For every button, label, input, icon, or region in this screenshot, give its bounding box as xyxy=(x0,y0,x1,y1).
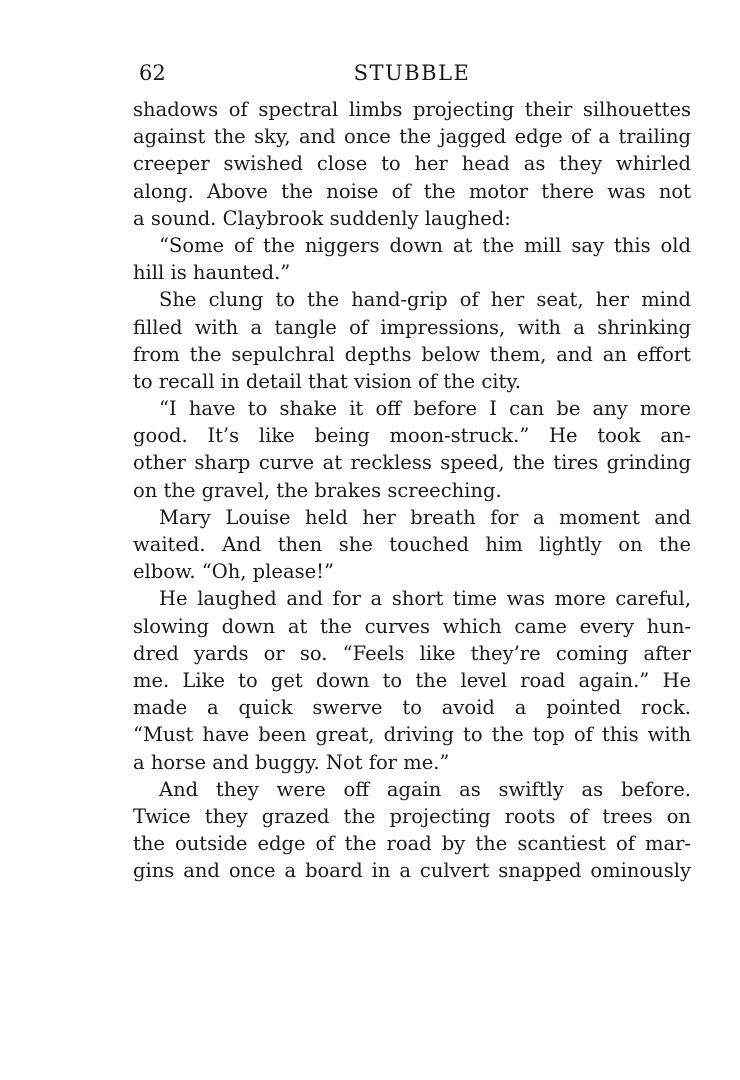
text-line: me. Like to get down to the level road again.” He xyxy=(133,668,691,692)
text-line: the outside edge of the road by the scantiest of mar- xyxy=(133,832,691,856)
text-line: along. Above the noise of the motor there was not xyxy=(133,179,691,203)
text-line: elbow. “Oh, please!” xyxy=(133,560,334,584)
body-text xyxy=(133,96,691,884)
text-line: dred yards or so. “Feels like they’re coming after xyxy=(133,641,691,665)
page-number: 62 xyxy=(139,61,166,85)
text-line: against the sky, and once the jagged edge of a trailing xyxy=(133,125,691,149)
running-head xyxy=(133,56,691,90)
text-line: And they were off again as swiftly as before. xyxy=(159,777,691,801)
text-line: gins and once a board in a culvert snapped ominously xyxy=(133,859,691,883)
text-line: a horse and buggy. Not for me.” xyxy=(133,750,450,774)
text-line: good. It’s like being moon-struck.” He took an- xyxy=(133,424,691,448)
book-page xyxy=(133,56,691,884)
text-line: creeper swished close to her head as they whirled xyxy=(133,152,691,176)
text-line: to recall in detail that vision of the city. xyxy=(133,369,521,393)
text-line: He laughed and for a short time was more careful, xyxy=(159,587,691,611)
text-line: “Must have been great, driving to the top of this with xyxy=(133,723,691,747)
text-line: “I have to shake it off before I can be any more xyxy=(159,397,691,421)
text-line: She clung to the hand-grip of her seat, her mind xyxy=(159,288,691,312)
text-line: hill is haunted.” xyxy=(133,261,291,285)
text-line: filled with a tangle of impressions, with a shrinking xyxy=(133,315,691,339)
text-line: made a quick swerve to avoid a pointed rock. xyxy=(133,696,691,720)
text-line: other sharp curve at reckless speed, the tires grinding xyxy=(133,451,691,475)
text-line: Mary Louise held her breath for a moment and xyxy=(159,505,691,529)
text-line: waited. And then she touched him lightly on the xyxy=(133,533,691,556)
text-line: shadows of spectral limbs projecting their silhouettes xyxy=(133,98,691,121)
text-line: “Some of the niggers down at the mill say this old xyxy=(159,233,691,257)
text-line: on the gravel, the brakes screeching. xyxy=(133,478,502,502)
text-line: slowing down at the curves which came every hun- xyxy=(133,614,691,638)
text-line: Twice they grazed the projecting roots of trees on xyxy=(133,804,691,828)
text-line: from the sepulchral depths below them, and an effort xyxy=(133,342,691,366)
text-line: a sound. Claybrook suddenly laughed: xyxy=(133,206,511,230)
running-title: STUBBLE xyxy=(353,61,471,85)
